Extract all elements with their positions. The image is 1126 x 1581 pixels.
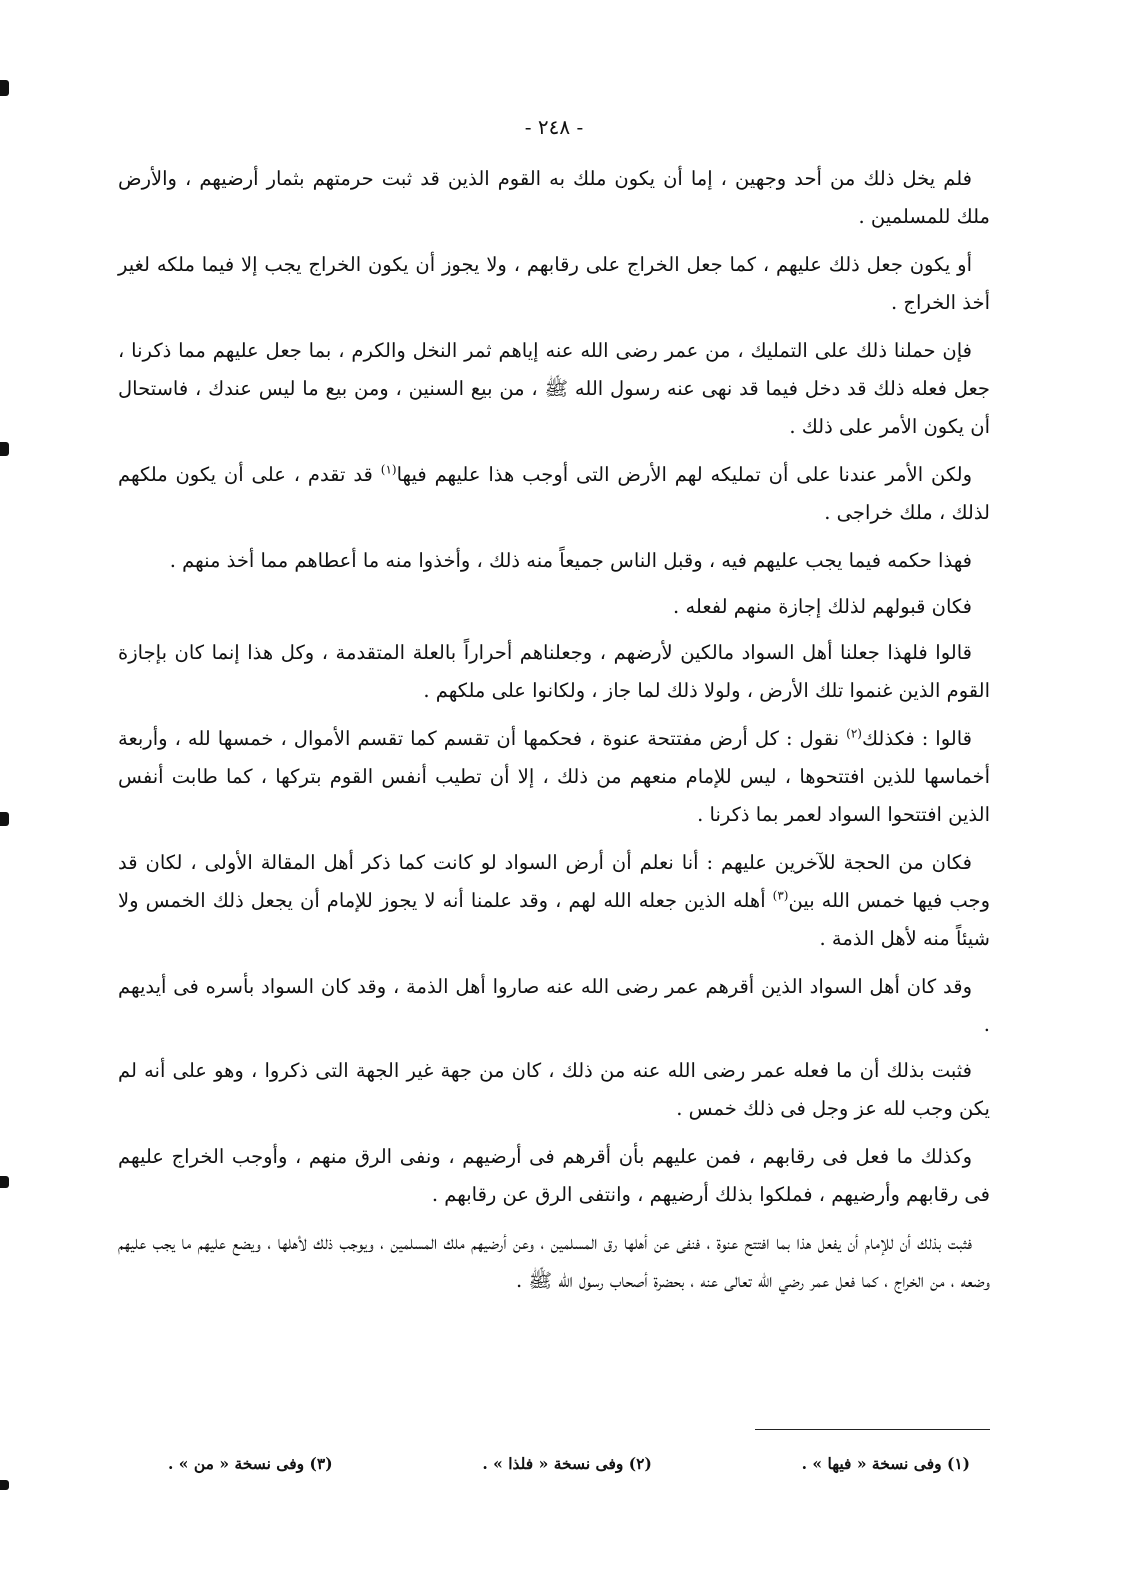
paragraph-9 bbox=[118, 844, 990, 958]
paragraph-8 bbox=[118, 720, 990, 834]
footnote-ref-1: (١) bbox=[380, 462, 397, 477]
footnote-1: (١) وفى نسخة « فيها » . bbox=[801, 1453, 970, 1473]
footnotes bbox=[118, 1446, 990, 1480]
paragraph-5: فهذا حكمه فيما يجب عليهم فيه ، وقبل الناس جميعاً منه ذلك ، وأخذوا منه ما أعطاهم مما أخذ منهم . bbox=[169, 549, 972, 572]
page-number: - ٢٤٨ - bbox=[524, 115, 584, 139]
paragraph-11: فثبت بذلك أن ما فعله عمر رضى الله عنه من ذلك ، كان من جهة غير الجهة التى ذكروا ، وهو على أنه لم يكن وجب لله عز وجل فى ذلك خمس . bbox=[118, 1059, 990, 1120]
footnote-ref-3: (٣) bbox=[772, 888, 789, 903]
scan-edge-mark-1 bbox=[0, 80, 9, 96]
paragraph-10: وقد كان أهل السواد الذين أقرهم عمر رضى الله عنه صاروا أهل الذمة ، وقد كان السواد بأسره فى أيديهم . bbox=[118, 975, 990, 1036]
paragraph-4-text-b: قد تقدم ، على أن يكون ملكهم لذلك ، ملك خراجى . bbox=[118, 463, 990, 524]
scan-edge-mark-2 bbox=[0, 442, 9, 456]
paragraph-9-text-a: فكان من الحجة للآخرين عليهم : أنا نعلم أن أرض السواد لو كانت كما ذكر أهل المقالة الأولى ، لكان قد وجب فيها خمس الله بين bbox=[118, 851, 990, 912]
scan-edge-mark-5 bbox=[0, 1480, 9, 1490]
paragraph-1: فلم يخل ذلك من أحد وجهين ، إما أن يكون ملك به القوم الذين قد ثبت حرمتهم بثمار أرضيهم ، والأرض ملك للمسلمين . bbox=[118, 167, 990, 228]
paragraph-12: وكذلك ما فعل فى رقابهم ، فمن عليهم بأن أقرهم فى أرضيهم ، ونفى الرق منهم ، وأوجب الخراج عليهم فى رقابهم وأرضيهم ، فملكوا بذلك أرضيهم ، وانتفى الرق عن رقابهم . bbox=[118, 1145, 990, 1206]
footnote-3: (٣) وفى نسخة « من » . bbox=[168, 1453, 333, 1473]
paragraph-9-text-b: أهله الذين جعله الله لهم ، وقد علمنا أنه لا يجوز للإمام أن يجعل ذلك الخمس ولا شيئاً منه لأهل الذمة . bbox=[118, 889, 990, 950]
scan-edge-mark-4 bbox=[0, 1176, 9, 1188]
paragraph-4-text-a: ولكن الأمر عندنا على أن تمليكه لهم الأرض التى أوجب هذا عليهم فيها bbox=[396, 463, 972, 486]
footnote-ref-2: (٢) bbox=[846, 726, 862, 741]
document-page bbox=[118, 112, 990, 1552]
footnote-2: (٢) وفى نسخة « فلذا » . bbox=[482, 1453, 652, 1473]
paragraph-3: فإن حملنا ذلك على التمليك ، من عمر رضى الله عنه إياهم ثمر النخل والكرم ، بما جعل عليهم مما ذكرنا ، جعل فعله ذلك قد دخل فيما قد نهى عنه رسول الله ﷺ ، من بيع السنين ، ومن بيع ما ليس عندك ، فاستحال أن يكون الأمر على ذلك . bbox=[118, 339, 990, 438]
paragraph-8-text-b: نقول : كل أرض مفتتحة عنوة ، فحكمها أن تقسم كما تقسم الأموال ، خمسها لله ، وأربعة أخماسها للذين افتتحوها ، ليس للإمام منعهم من ذلك ، إلا أن تطيب أنفس القوم بتركها ، كما طابت أنفس الذين افتتحوا السواد لعمر بما ذكرنا . bbox=[118, 727, 990, 826]
paragraph-2: أو يكون جعل ذلك عليهم ، كما جعل الخراج على رقابهم ، ولا يجوز أن يكون الخراج يجب إلا فيما ملكه لغير أخذ الخراج . bbox=[118, 253, 990, 314]
scan-edge-mark-3 bbox=[0, 812, 9, 826]
paragraph-7: قالوا فلهذا جعلنا أهل السواد مالكين لأرضهم ، وجعلناهم أحراراً بالعلة المتقدمة ، وكل هذا إنما كان بإجازة القوم الذين غنموا تلك الأرض ، ولولا ذلك لما جاز ، ولكانوا على ملكهم . bbox=[118, 641, 990, 702]
footnote-divider bbox=[755, 1429, 990, 1430]
paragraph-6: فكان قبولهم لذلك إجازة منهم لفعله . bbox=[673, 595, 972, 618]
paragraph-4 bbox=[118, 456, 990, 532]
paragraph-13: فثبت بذلك أن للإمام أن يفعل هذا بما افتتح عنوة ، فنفى عن أهلها رق المسلمين ، وعن أرضيهم ملك المسلمين ، ويوجب ذلك لأهلها ، ويضع عليهم ما يجب عليهم وضعه ، من الخراج ، كما فعل عمر رضي الله تعالى عنه ، بحضرة أصحاب رسول الله ﷺ . bbox=[118, 1231, 990, 1292]
paragraph-8-text-a: قالوا : فكذلك bbox=[861, 727, 973, 750]
